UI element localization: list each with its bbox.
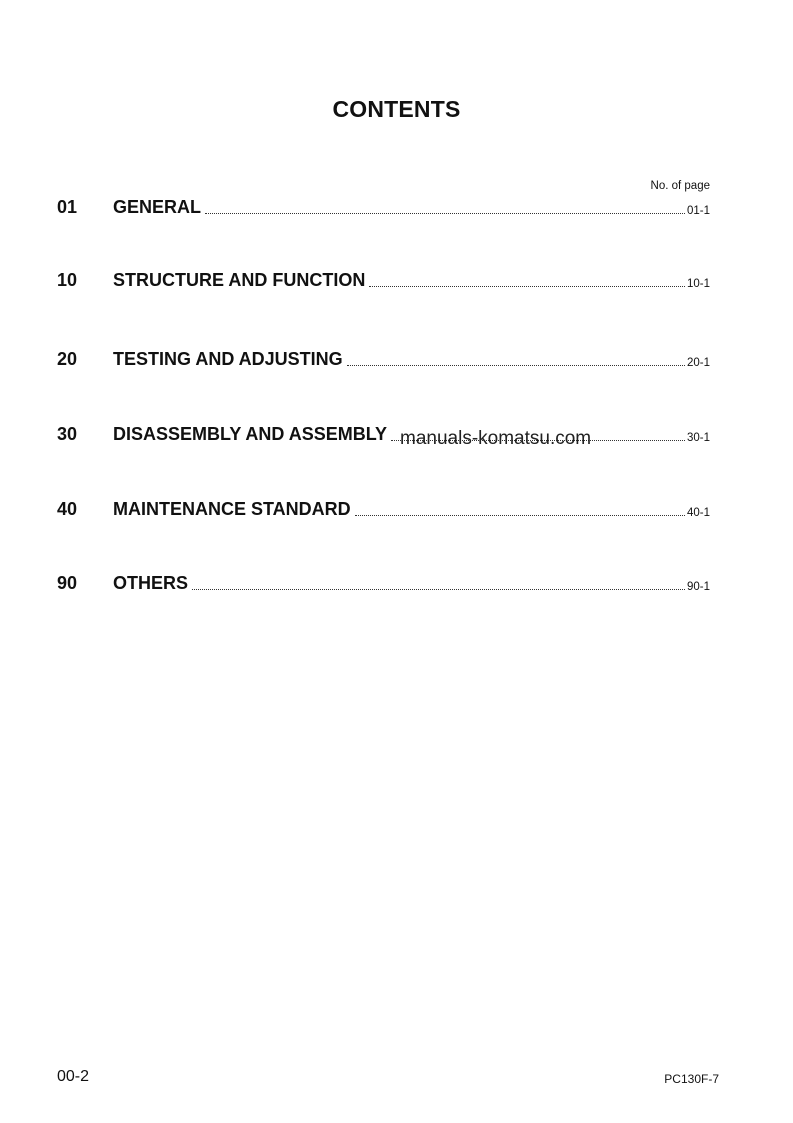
toc-entry-title: MAINTENANCE STANDARD [113, 499, 351, 519]
dot-leader [347, 364, 685, 366]
toc-entry-number: 30 [57, 424, 78, 444]
toc-entry-title: STRUCTURE AND FUNCTION [113, 270, 366, 290]
page-column-header: No. of page [650, 180, 710, 192]
toc-entry-number: 40 [57, 499, 78, 519]
dot-leader [355, 514, 685, 516]
toc-entry-title: OTHERS [113, 573, 189, 593]
watermark-text: manuals-komatsu.com [400, 428, 592, 449]
toc-entry-structure-and-function[interactable] [57, 267, 710, 291]
footer-page-number: 00-2 [57, 1068, 90, 1085]
toc-entry-title: GENERAL [113, 197, 202, 217]
toc-entry-page: 90-1 [686, 581, 710, 593]
toc-entry-page: 01-1 [686, 205, 710, 217]
toc-entry-disassembly-and-assembly[interactable] [57, 421, 710, 445]
toc-entry-page: 10-1 [686, 278, 710, 290]
toc-entry-page: 30-1 [686, 432, 710, 444]
toc-entry-title: TESTING AND ADJUSTING [113, 349, 343, 369]
toc-entry-page: 40-1 [686, 507, 710, 519]
toc-entry-testing-and-adjusting[interactable] [57, 346, 710, 370]
toc-entry-others[interactable] [57, 570, 710, 594]
page-title: CONTENTS [332, 96, 461, 122]
toc-entry-page: 20-1 [686, 357, 710, 369]
dot-leader [369, 285, 685, 287]
footer-model: PC130F-7 [664, 1072, 719, 1086]
toc-entry-number: 90 [57, 573, 78, 593]
dot-leader [192, 588, 685, 590]
dot-leader [205, 212, 685, 214]
toc-entry-number: 20 [57, 349, 78, 369]
toc-entry-title: DISASSEMBLY AND ASSEMBLY [113, 424, 388, 444]
toc-entry-number: 10 [57, 270, 78, 290]
toc-entry-general[interactable] [57, 194, 710, 218]
toc-entry-number: 01 [57, 197, 78, 217]
toc-entry-maintenance-standard[interactable] [57, 496, 710, 520]
